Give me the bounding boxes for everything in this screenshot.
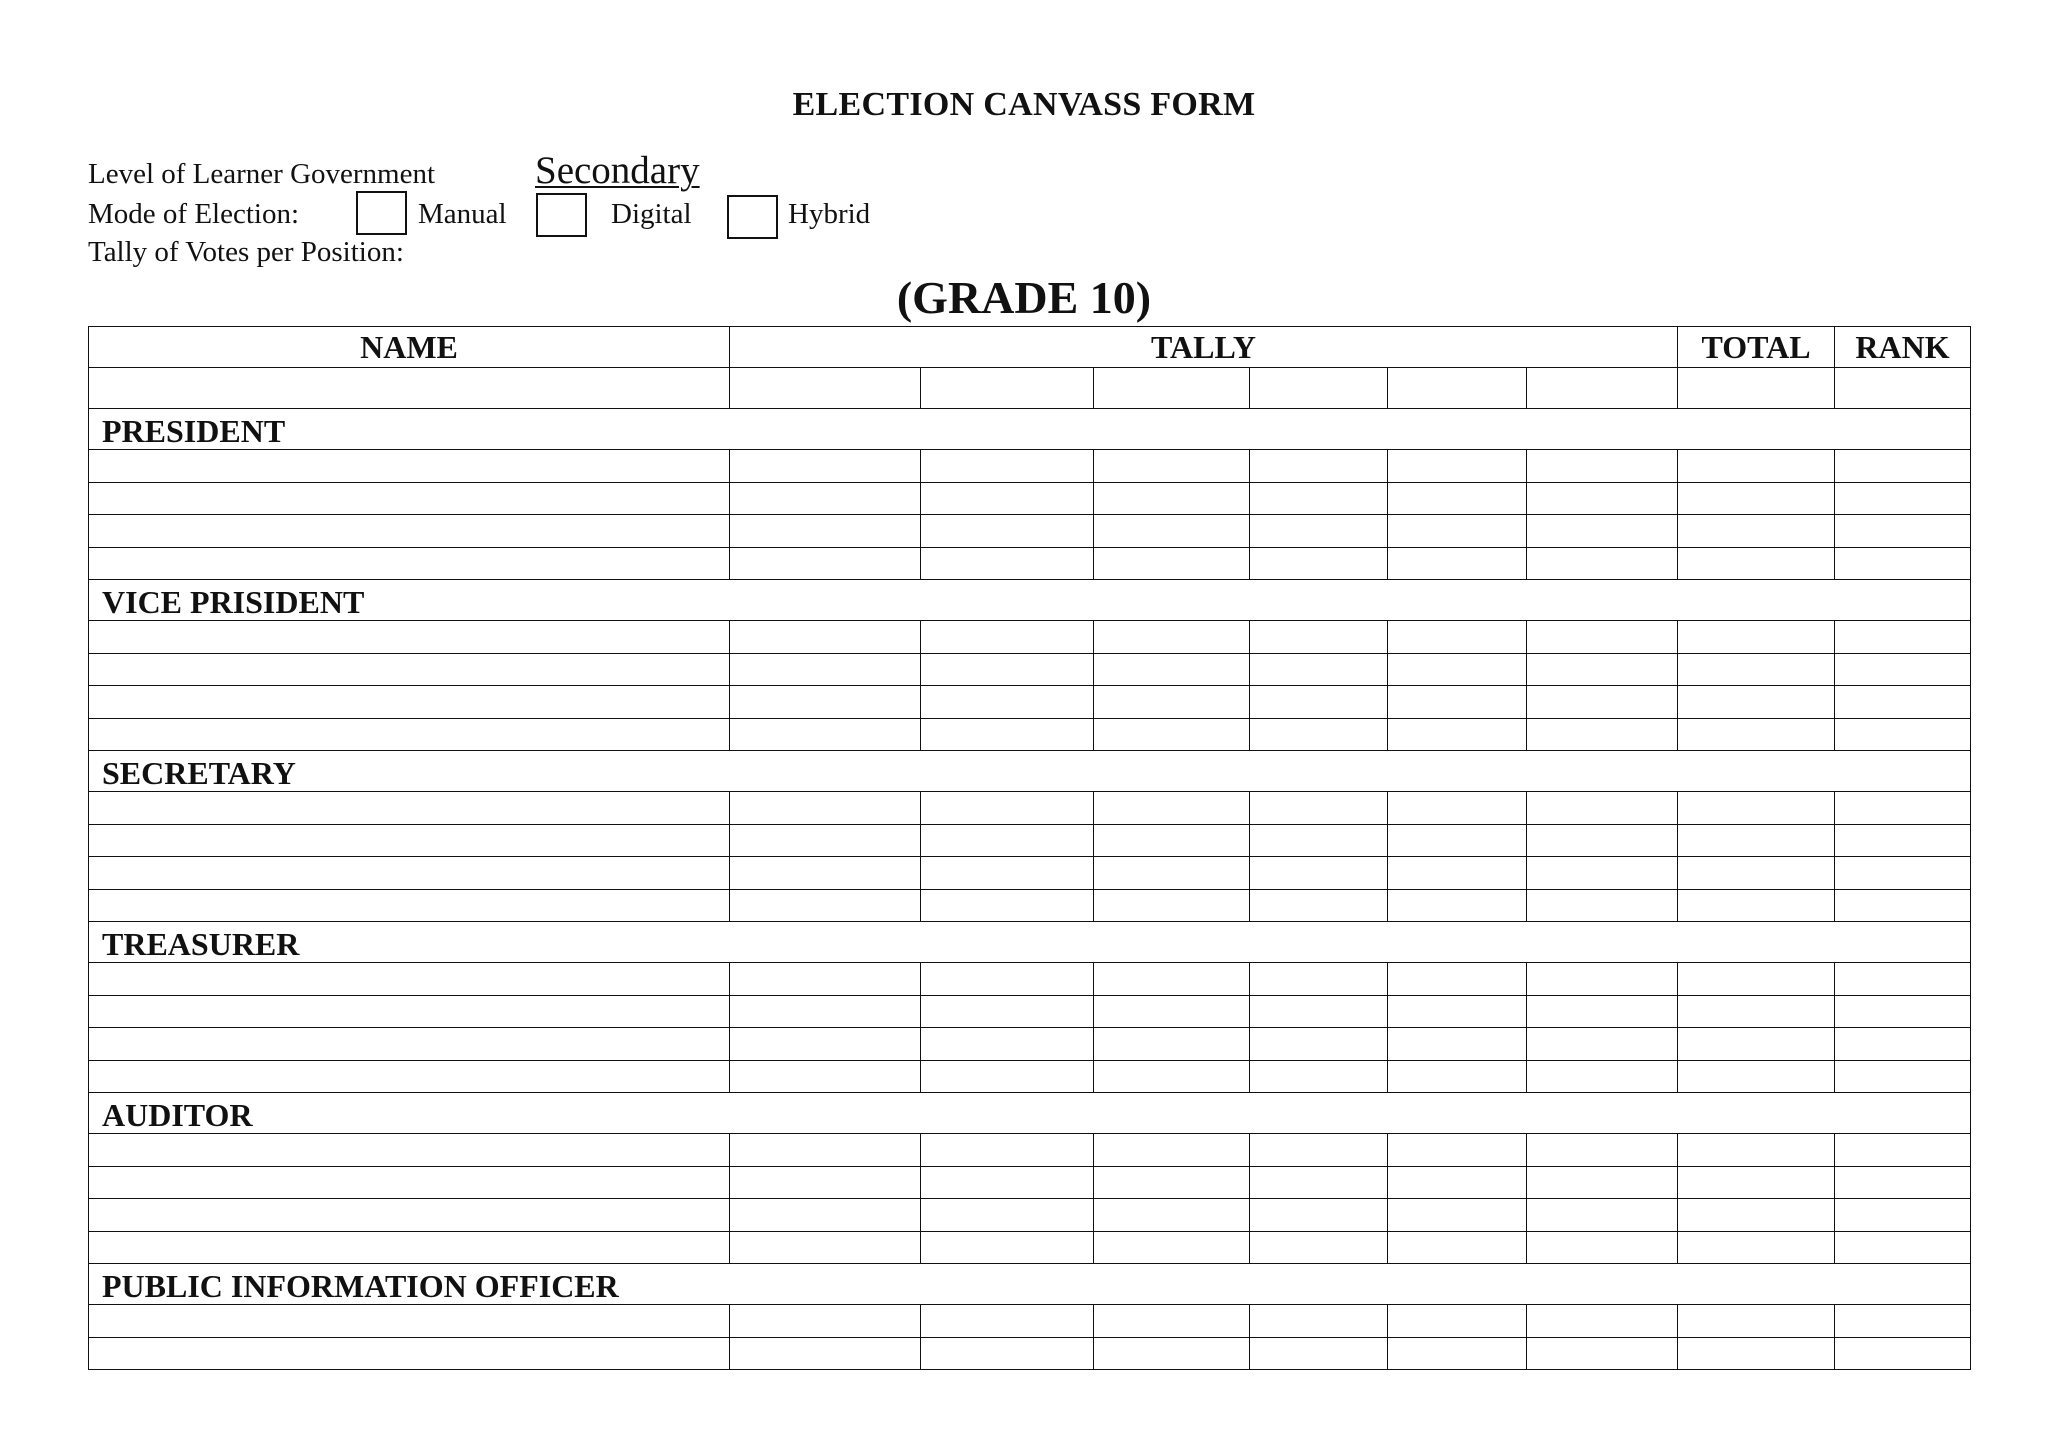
tally-cell[interactable]: [921, 1060, 1094, 1093]
rank-cell[interactable]: [1835, 1337, 1971, 1370]
tally-cell[interactable]: [1250, 482, 1388, 515]
level-label: Level of Learner Government: [88, 158, 436, 190]
header-total: TOTAL: [1678, 327, 1835, 368]
total-cell[interactable]: [1678, 1060, 1835, 1093]
tally-cell[interactable]: [1250, 1305, 1388, 1338]
candidate-row: [89, 1028, 1971, 1061]
tally-cell[interactable]: [730, 857, 921, 890]
tally-cell[interactable]: [1388, 718, 1527, 751]
tally-cell[interactable]: [1094, 1028, 1250, 1061]
table-cell[interactable]: [1835, 368, 1971, 409]
total-cell[interactable]: [1678, 963, 1835, 996]
tally-cell[interactable]: [730, 824, 921, 857]
candidate-name-cell[interactable]: [89, 857, 730, 890]
tally-cell[interactable]: [1388, 1199, 1527, 1232]
tally-cell[interactable]: [1388, 1028, 1527, 1061]
tally-cell[interactable]: [921, 686, 1094, 719]
table-body: [89, 368, 1971, 1370]
tally-cell[interactable]: [921, 515, 1094, 548]
tally-cell[interactable]: [1527, 1231, 1678, 1264]
tally-cell[interactable]: [730, 1305, 921, 1338]
rank-cell[interactable]: [1835, 515, 1971, 548]
tally-cell[interactable]: [1094, 824, 1250, 857]
tally-cell[interactable]: [921, 482, 1094, 515]
tally-cell[interactable]: [1250, 515, 1388, 548]
tally-cell[interactable]: [1527, 995, 1678, 1028]
tally-cell[interactable]: [1250, 1199, 1388, 1232]
tally-cell[interactable]: [1388, 515, 1527, 548]
tally-cell[interactable]: [1094, 450, 1250, 483]
candidate-row: [89, 857, 1971, 890]
position-label: TREASURER: [89, 922, 1971, 963]
tally-cell[interactable]: [1250, 621, 1388, 654]
tally-cell[interactable]: [730, 995, 921, 1028]
tally-cell[interactable]: [1388, 686, 1527, 719]
candidate-row: [89, 995, 1971, 1028]
tally-cell[interactable]: [1250, 1134, 1388, 1167]
tally-cell[interactable]: [1094, 857, 1250, 890]
candidate-row: [89, 621, 1971, 654]
tally-cell[interactable]: [1527, 482, 1678, 515]
tally-cell[interactable]: [1250, 547, 1388, 580]
candidate-name-cell[interactable]: [89, 1305, 730, 1338]
tally-cell[interactable]: [921, 792, 1094, 825]
tally-cell[interactable]: [1094, 515, 1250, 548]
rank-cell[interactable]: [1835, 889, 1971, 922]
subheader-row: [89, 368, 1971, 409]
form-title: ELECTION CANVASS FORM: [792, 86, 1256, 123]
tally-cell[interactable]: [921, 1337, 1094, 1370]
tally-cell[interactable]: [1527, 857, 1678, 890]
position-row: [89, 922, 1971, 963]
tally-cell[interactable]: [1388, 824, 1527, 857]
total-cell[interactable]: [1678, 547, 1835, 580]
tally-cell[interactable]: [730, 653, 921, 686]
total-cell[interactable]: [1678, 450, 1835, 483]
tally-cell[interactable]: [921, 653, 1094, 686]
candidate-name-cell[interactable]: [89, 889, 730, 922]
tally-cell[interactable]: [921, 1134, 1094, 1167]
candidate-row: [89, 547, 1971, 580]
rank-cell[interactable]: [1835, 1199, 1971, 1232]
candidate-row: [89, 450, 1971, 483]
tally-cell[interactable]: [730, 1231, 921, 1264]
hybrid-option-label: Hybrid: [788, 198, 871, 230]
candidate-name-cell[interactable]: [89, 1134, 730, 1167]
candidate-name-cell[interactable]: [89, 450, 730, 483]
tally-cell[interactable]: [730, 1166, 921, 1199]
header-tally: TALLY: [730, 327, 1678, 368]
rank-cell[interactable]: [1835, 547, 1971, 580]
tally-cell[interactable]: [1388, 450, 1527, 483]
total-cell[interactable]: [1678, 889, 1835, 922]
tally-label: Tally of Votes per Position:: [88, 236, 404, 268]
tally-cell[interactable]: [730, 718, 921, 751]
tally-cell[interactable]: [1250, 1231, 1388, 1264]
canvass-table: [88, 326, 1971, 1370]
tally-cell[interactable]: [1527, 792, 1678, 825]
tally-cell[interactable]: [1527, 653, 1678, 686]
tally-cell[interactable]: [730, 889, 921, 922]
tally-cell[interactable]: [1388, 963, 1527, 996]
tally-cell[interactable]: [921, 889, 1094, 922]
candidate-row: [89, 824, 1971, 857]
tally-cell[interactable]: [1250, 1060, 1388, 1093]
tally-cell[interactable]: [1527, 621, 1678, 654]
rank-cell[interactable]: [1835, 482, 1971, 515]
header-rank: RANK: [1835, 327, 1971, 368]
rank-cell[interactable]: [1835, 1305, 1971, 1338]
rank-cell[interactable]: [1835, 718, 1971, 751]
candidate-row: [89, 963, 1971, 996]
tally-cell[interactable]: [1094, 718, 1250, 751]
tally-cell[interactable]: [1094, 995, 1250, 1028]
tally-cell[interactable]: [1527, 547, 1678, 580]
total-cell[interactable]: [1678, 1231, 1835, 1264]
tally-cell[interactable]: [1527, 889, 1678, 922]
total-cell[interactable]: [1678, 653, 1835, 686]
tally-cell[interactable]: [1094, 1337, 1250, 1370]
candidate-name-cell[interactable]: [89, 1166, 730, 1199]
tally-cell[interactable]: [1094, 889, 1250, 922]
candidate-name-cell[interactable]: [89, 963, 730, 996]
tally-cell[interactable]: [1250, 1028, 1388, 1061]
tally-cell[interactable]: [921, 1028, 1094, 1061]
total-cell[interactable]: [1678, 1305, 1835, 1338]
tally-cell[interactable]: [1094, 547, 1250, 580]
candidate-name-cell[interactable]: [89, 1060, 730, 1093]
tally-cell[interactable]: [1388, 482, 1527, 515]
table-cell[interactable]: [89, 368, 730, 409]
tally-cell[interactable]: [1527, 963, 1678, 996]
candidate-name-cell[interactable]: [89, 1199, 730, 1232]
tally-cell[interactable]: [1094, 1231, 1250, 1264]
total-cell[interactable]: [1678, 995, 1835, 1028]
tally-cell[interactable]: [921, 450, 1094, 483]
tally-cell[interactable]: [730, 1337, 921, 1370]
tally-cell[interactable]: [730, 621, 921, 654]
tally-cell[interactable]: [1094, 792, 1250, 825]
candidate-name-cell[interactable]: [89, 686, 730, 719]
tally-cell[interactable]: [1250, 1337, 1388, 1370]
tally-cell[interactable]: [1250, 995, 1388, 1028]
position-label: VICE PRISIDENT: [89, 580, 1971, 621]
position-row: [89, 580, 1971, 621]
manual-option-label: Manual: [418, 198, 507, 230]
total-cell[interactable]: [1678, 718, 1835, 751]
table-cell[interactable]: [1094, 368, 1250, 409]
tally-cell[interactable]: [1094, 1199, 1250, 1232]
rank-cell[interactable]: [1835, 824, 1971, 857]
tally-cell[interactable]: [1388, 995, 1527, 1028]
position-row: [89, 1264, 1971, 1305]
tally-cell[interactable]: [730, 1060, 921, 1093]
table-cell[interactable]: [1388, 368, 1527, 409]
rank-cell[interactable]: [1835, 792, 1971, 825]
tally-cell[interactable]: [730, 963, 921, 996]
total-cell[interactable]: [1678, 824, 1835, 857]
tally-cell[interactable]: [921, 1199, 1094, 1232]
candidate-name-cell[interactable]: [89, 995, 730, 1028]
tally-cell[interactable]: [1250, 450, 1388, 483]
tally-cell[interactable]: [921, 857, 1094, 890]
candidate-name-cell[interactable]: [89, 1028, 730, 1061]
tally-cell[interactable]: [921, 1166, 1094, 1199]
candidate-name-cell[interactable]: [89, 792, 730, 825]
tally-cell[interactable]: [1527, 515, 1678, 548]
candidate-row: [89, 1305, 1971, 1338]
tally-cell[interactable]: [921, 1231, 1094, 1264]
total-cell[interactable]: [1678, 515, 1835, 548]
rank-cell[interactable]: [1835, 1134, 1971, 1167]
candidate-name-cell[interactable]: [89, 482, 730, 515]
candidate-name-cell[interactable]: [89, 547, 730, 580]
tally-cell[interactable]: [730, 482, 921, 515]
tally-cell[interactable]: [921, 718, 1094, 751]
tally-cell[interactable]: [1527, 1166, 1678, 1199]
tally-cell[interactable]: [1250, 889, 1388, 922]
candidate-row: [89, 653, 1971, 686]
tally-cell[interactable]: [730, 515, 921, 548]
total-cell[interactable]: [1678, 1134, 1835, 1167]
position-label: AUDITOR: [89, 1093, 1971, 1134]
tally-cell[interactable]: [1094, 1060, 1250, 1093]
candidate-row: [89, 792, 1971, 825]
candidate-row: [89, 482, 1971, 515]
hybrid-checkbox[interactable]: [727, 195, 778, 239]
tally-cell[interactable]: [1250, 963, 1388, 996]
tally-cell[interactable]: [921, 824, 1094, 857]
total-cell[interactable]: [1678, 686, 1835, 719]
tally-cell[interactable]: [1094, 1134, 1250, 1167]
tally-cell[interactable]: [1388, 1166, 1527, 1199]
candidate-name-cell[interactable]: [89, 621, 730, 654]
tally-cell[interactable]: [1388, 857, 1527, 890]
tally-cell[interactable]: [1250, 792, 1388, 825]
tally-cell[interactable]: [1250, 857, 1388, 890]
candidate-row: [89, 1166, 1971, 1199]
table-cell[interactable]: [1250, 368, 1388, 409]
tally-cell[interactable]: [921, 547, 1094, 580]
tally-cell[interactable]: [730, 792, 921, 825]
tally-cell[interactable]: [1388, 621, 1527, 654]
rank-cell[interactable]: [1835, 686, 1971, 719]
position-label: PRESIDENT: [89, 409, 1971, 450]
candidate-row: [89, 1199, 1971, 1232]
tally-cell[interactable]: [1527, 1305, 1678, 1338]
candidate-row: [89, 515, 1971, 548]
candidate-row: [89, 1337, 1971, 1370]
tally-cell[interactable]: [921, 1305, 1094, 1338]
tally-cell[interactable]: [1250, 824, 1388, 857]
tally-cell[interactable]: [1388, 1305, 1527, 1338]
position-label: PUBLIC INFORMATION OFFICER: [89, 1264, 1971, 1305]
candidate-name-cell[interactable]: [89, 718, 730, 751]
tally-cell[interactable]: [1527, 1060, 1678, 1093]
tally-cell[interactable]: [1094, 621, 1250, 654]
candidate-name-cell[interactable]: [89, 824, 730, 857]
tally-cell[interactable]: [921, 995, 1094, 1028]
tally-cell[interactable]: [1250, 686, 1388, 719]
tally-cell[interactable]: [1388, 889, 1527, 922]
manual-checkbox[interactable]: [356, 191, 407, 235]
digital-checkbox[interactable]: [536, 193, 587, 237]
total-cell[interactable]: [1678, 857, 1835, 890]
rank-cell[interactable]: [1835, 621, 1971, 654]
tally-cell[interactable]: [1527, 450, 1678, 483]
candidate-row: [89, 1060, 1971, 1093]
tally-cell[interactable]: [1388, 1060, 1527, 1093]
tally-cell[interactable]: [730, 1199, 921, 1232]
tally-cell[interactable]: [1094, 1166, 1250, 1199]
tally-cell[interactable]: [730, 1028, 921, 1061]
tally-cell[interactable]: [730, 1134, 921, 1167]
table-cell[interactable]: [1527, 368, 1678, 409]
tally-cell[interactable]: [1250, 718, 1388, 751]
tally-cell[interactable]: [1527, 824, 1678, 857]
table-cell[interactable]: [1678, 368, 1835, 409]
tally-cell[interactable]: [1388, 1231, 1527, 1264]
total-cell[interactable]: [1678, 1028, 1835, 1061]
tally-cell[interactable]: [1094, 963, 1250, 996]
mode-label: Mode of Election:: [88, 198, 300, 230]
total-cell[interactable]: [1678, 1199, 1835, 1232]
candidate-name-cell[interactable]: [89, 1231, 730, 1264]
position-row: [89, 751, 1971, 792]
tally-cell[interactable]: [730, 547, 921, 580]
position-label: SECRETARY: [89, 751, 1971, 792]
rank-cell[interactable]: [1835, 857, 1971, 890]
tally-cell[interactable]: [1094, 653, 1250, 686]
table-cell[interactable]: [921, 368, 1094, 409]
rank-cell[interactable]: [1835, 653, 1971, 686]
tally-cell[interactable]: [1527, 1028, 1678, 1061]
rank-cell[interactable]: [1835, 1231, 1971, 1264]
tally-cell[interactable]: [1388, 792, 1527, 825]
candidate-row: [89, 1134, 1971, 1167]
header-name: NAME: [89, 327, 730, 368]
tally-cell[interactable]: [1250, 653, 1388, 686]
tally-cell[interactable]: [1527, 718, 1678, 751]
tally-cell[interactable]: [1527, 1199, 1678, 1232]
candidate-row: [89, 1231, 1971, 1264]
grade-heading: (GRADE 10): [896, 272, 1152, 323]
rank-cell[interactable]: [1835, 1060, 1971, 1093]
tally-cell[interactable]: [921, 621, 1094, 654]
rank-cell[interactable]: [1835, 995, 1971, 1028]
level-value: Secondary: [535, 149, 700, 192]
tally-cell[interactable]: [1388, 1134, 1527, 1167]
tally-cell[interactable]: [1527, 1337, 1678, 1370]
tally-cell[interactable]: [1094, 1305, 1250, 1338]
rank-cell[interactable]: [1835, 450, 1971, 483]
tally-cell[interactable]: [1527, 686, 1678, 719]
tally-cell[interactable]: [1388, 547, 1527, 580]
position-row: [89, 1093, 1971, 1134]
candidate-name-cell[interactable]: [89, 515, 730, 548]
tally-cell[interactable]: [921, 963, 1094, 996]
rank-cell[interactable]: [1835, 963, 1971, 996]
total-cell[interactable]: [1678, 1337, 1835, 1370]
digital-option-label: Digital: [611, 198, 692, 230]
position-row: [89, 409, 1971, 450]
candidate-name-cell[interactable]: [89, 653, 730, 686]
candidate-row: [89, 686, 1971, 719]
table-cell[interactable]: [730, 368, 921, 409]
tally-cell[interactable]: [1094, 686, 1250, 719]
tally-cell[interactable]: [1388, 653, 1527, 686]
total-cell[interactable]: [1678, 1166, 1835, 1199]
rank-cell[interactable]: [1835, 1028, 1971, 1061]
tally-cell[interactable]: [730, 450, 921, 483]
tally-cell[interactable]: [1527, 1134, 1678, 1167]
tally-cell[interactable]: [1250, 1166, 1388, 1199]
total-cell[interactable]: [1678, 792, 1835, 825]
candidate-row: [89, 718, 1971, 751]
candidate-row: [89, 889, 1971, 922]
tally-cell[interactable]: [730, 686, 921, 719]
tally-cell[interactable]: [1388, 1337, 1527, 1370]
total-cell[interactable]: [1678, 621, 1835, 654]
rank-cell[interactable]: [1835, 1166, 1971, 1199]
candidate-name-cell[interactable]: [89, 1337, 730, 1370]
tally-cell[interactable]: [1094, 482, 1250, 515]
total-cell[interactable]: [1678, 482, 1835, 515]
